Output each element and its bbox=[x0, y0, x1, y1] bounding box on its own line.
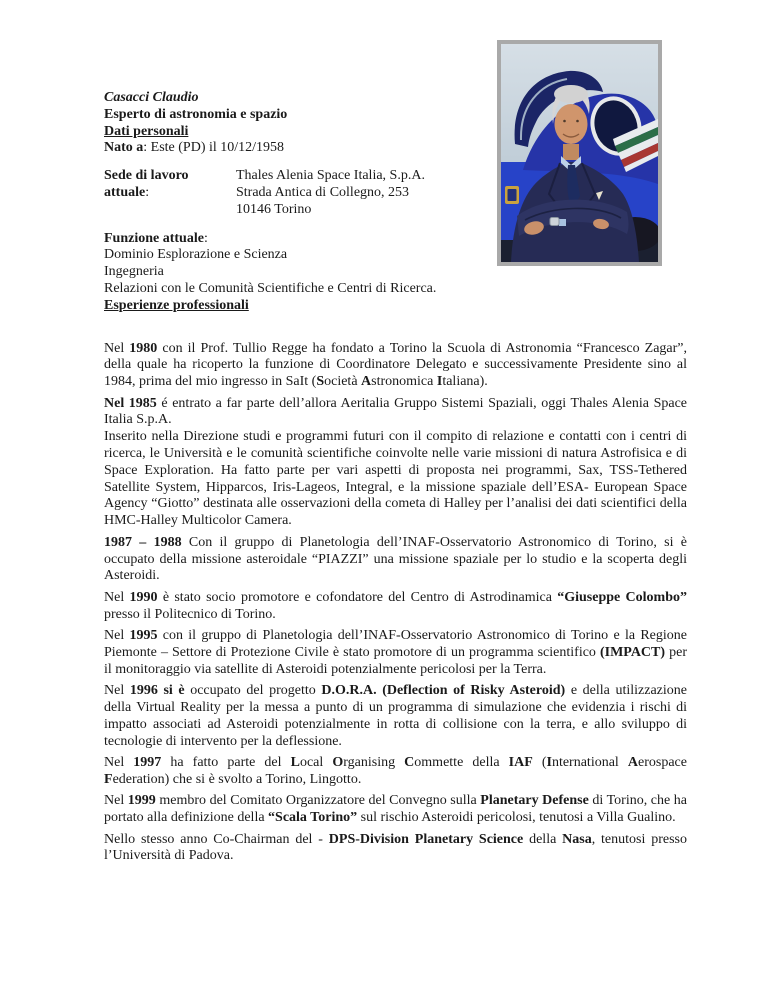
text-run: 1987 – 1988 bbox=[104, 534, 182, 550]
text-run: A bbox=[627, 755, 639, 771]
text-run: Nel 1985 bbox=[104, 395, 157, 411]
text-run: I bbox=[436, 374, 443, 390]
text-run: Casacci Claudio bbox=[104, 90, 199, 105]
person-role bbox=[104, 107, 687, 124]
born-line bbox=[104, 140, 687, 157]
text-run: di Torino, che ha portato alla definizione della bbox=[104, 793, 687, 826]
text-run: Relazioni con le Comunità Scientifiche e Centri di Ricerca. bbox=[104, 280, 437, 296]
experience-paragraph-1985 bbox=[104, 396, 687, 530]
text-run: , tenutosi presso l’Università di Padova. bbox=[104, 831, 687, 864]
experience-paragraph-1997 bbox=[104, 755, 687, 789]
text-run: Nasa bbox=[562, 831, 592, 847]
text-run: è stato socio promotore e cofondatore del Centro di Astrodinamica bbox=[157, 589, 558, 605]
text-run: Strada Antica di Collegno, 253 bbox=[236, 184, 410, 200]
text-run: I bbox=[546, 755, 552, 771]
text-run: Nel bbox=[104, 340, 130, 356]
text-run: Thales Alenia Space Italia, S.p.A. bbox=[236, 168, 425, 184]
text-run: DPS-Division Planetary Science bbox=[328, 831, 524, 847]
text-run: Esperienze professionali bbox=[104, 297, 249, 313]
text-run: 1997 bbox=[133, 755, 162, 771]
experience-paragraph-1999-bis bbox=[104, 832, 687, 866]
text-run: “Giuseppe Colombo” bbox=[557, 589, 688, 605]
text-run: 1999 bbox=[127, 793, 156, 809]
text-run: A bbox=[361, 374, 372, 390]
text-run: sul rischio Asteroidi pericolosi, tenutosi a Villa Gualino. bbox=[357, 810, 676, 826]
experience-paragraph-1987-1988 bbox=[104, 535, 687, 585]
text-run: erospace bbox=[638, 755, 687, 771]
work-location-block bbox=[104, 168, 687, 218]
text-run: occupato del progetto bbox=[184, 683, 322, 699]
text-run: 1980 bbox=[129, 340, 158, 356]
text-run: Nel bbox=[104, 755, 134, 771]
text-run: stronomica bbox=[371, 374, 437, 390]
work-address bbox=[236, 168, 687, 218]
text-run: Nello stesso anno Co-Chairman del - bbox=[104, 831, 329, 847]
text-run: S bbox=[316, 374, 325, 390]
work-location-label bbox=[104, 168, 236, 218]
identity-block bbox=[104, 90, 687, 124]
text-run: C bbox=[404, 755, 415, 771]
text-run: Dati personali bbox=[104, 123, 189, 139]
text-run: 1990 bbox=[129, 589, 158, 605]
cv-text-column bbox=[104, 90, 687, 865]
text-run: Nel bbox=[104, 628, 130, 644]
text-run: membro del Comitato Organizzatore del Convegno sulla bbox=[155, 793, 481, 809]
text-run: Sede di lavoro attuale bbox=[104, 168, 189, 200]
text-run: presso il Politecnico di Torino. bbox=[104, 606, 276, 622]
text-run: (IMPACT) bbox=[599, 644, 666, 660]
text-run: con il gruppo di Planetologia dell’INAF-Osservatorio Astronomico di Torino e la Regione Piemonte – Settore di Protezione Civile è stato promotore di un programma scientifico bbox=[104, 628, 687, 660]
text-run: Funzione attuale bbox=[104, 230, 204, 246]
text-run: Inserito nella Direzione studi e programmi futuri con il compito di relazione e contatti con i centri di ricerca, le Università e le comunità scientifiche coinvolte nelle varie missioni di natura Astrofisica e di Space Exploration. Ha fatto parte per vari aspetti di proposta nei programmi, Sax, TSS-Tethered Satellite System, Hipparcos, Iris-Lageos, Integral, e la missione spaziale dell’ESA- European Space Agency “Giotto” destinata alle osservazioni della cometa di Halley per l’analisi dei dati scientifici della HMC-Halley Multicolor Camera. bbox=[104, 429, 687, 529]
text-run: della bbox=[523, 831, 563, 847]
text-run: F bbox=[104, 771, 113, 787]
text-run: ederation) che si è svolto a Torino, Lingotto. bbox=[112, 771, 362, 787]
text-run: Ingegneria bbox=[104, 264, 164, 280]
funzione-block bbox=[104, 231, 687, 298]
text-run: taliana). bbox=[442, 374, 488, 390]
text-run: con il Prof. Tullio Regge ha fondato a Torino la Scuola di Astronomia “Francesco Zagar”, della quale ha ricoperto la funzione di Coordinatore Delegato e successivamente Presidente sino al 1984, prima del mio ingresso in SaIt ( bbox=[104, 340, 687, 390]
person-name bbox=[104, 90, 687, 107]
text-run: IAF bbox=[508, 755, 533, 771]
text-run: Planetary Defense bbox=[480, 793, 589, 809]
text-run: 10146 Torino bbox=[236, 201, 312, 217]
text-run: 1995 bbox=[129, 628, 158, 644]
experience-paragraph-1980 bbox=[104, 341, 687, 391]
text-run: Esperto di astronomia e spazio bbox=[104, 106, 288, 122]
experience-paragraph-1990 bbox=[104, 590, 687, 624]
work-address-line bbox=[236, 202, 687, 219]
text-run: e della utilizzazione della Virtual Reality per la messa a punto di un programma di simulazione che evidenzia i rischi di impatto associati ad Asteroidi potenzialmente in rotta di collisione con la terra, e allo sviluppo di tecnologie di intervento per la deflessione. bbox=[104, 683, 687, 749]
text-run: : Este (PD) il 10/12/1958 bbox=[143, 140, 285, 156]
text-run: Nel bbox=[104, 793, 128, 809]
text-run: : bbox=[145, 184, 150, 200]
text-run: Con il gruppo di Planetologia dell’INAF-Osservatorio Astronomico di Torino, si è occupato della missione asteroidale “PIAZZI” una missione spaziale per lo studio e la scoperta degli Asteroidi. bbox=[104, 534, 688, 584]
text-run: L bbox=[290, 755, 300, 771]
text-run: Nato a bbox=[104, 140, 144, 156]
experience-paragraph-1996 bbox=[104, 683, 687, 750]
text-run: ommette della bbox=[414, 755, 509, 771]
text-run: ha fatto parte del bbox=[161, 755, 291, 771]
text-run: Dominio Esplorazione e Scienza bbox=[104, 247, 288, 263]
text-run: Nel bbox=[104, 683, 130, 699]
experience-paragraphs bbox=[104, 341, 687, 866]
experience-paragraph-1999 bbox=[104, 793, 687, 827]
text-run: ( bbox=[532, 755, 547, 771]
section-heading-esperienze-professionali bbox=[104, 298, 687, 315]
funzione-line bbox=[104, 281, 687, 298]
text-run: : bbox=[203, 230, 208, 246]
text-run: 1996 si è bbox=[129, 683, 185, 699]
funzione-line bbox=[104, 264, 687, 281]
text-run: ocal bbox=[299, 755, 333, 771]
work-address-line bbox=[236, 168, 687, 185]
funzione-line bbox=[104, 247, 687, 264]
experience-paragraph-1995 bbox=[104, 628, 687, 678]
funzione-label bbox=[104, 231, 687, 248]
text-run: D.O.R.A. (Deflection of Risky Asteroid) bbox=[321, 683, 566, 699]
work-address-line bbox=[236, 185, 687, 202]
text-run: O bbox=[332, 755, 344, 771]
text-run: nternational bbox=[551, 755, 628, 771]
text-run: “Scala Torino” bbox=[268, 810, 358, 826]
text-run: ocietà bbox=[324, 374, 362, 390]
text-run: rganising bbox=[343, 755, 405, 771]
section-heading-dati-personali bbox=[104, 124, 687, 141]
text-run: per il monitoraggio via satellite di Asteroidi potenzialmente pericolosi per la Terra. bbox=[104, 644, 687, 677]
text-run: Nel bbox=[104, 589, 130, 605]
text-run: é entrato a far parte dell’allora Aeritalia Gruppo Sistemi Spaziali, oggi Thales Alenia Space Italia S.p.A. bbox=[104, 395, 687, 428]
